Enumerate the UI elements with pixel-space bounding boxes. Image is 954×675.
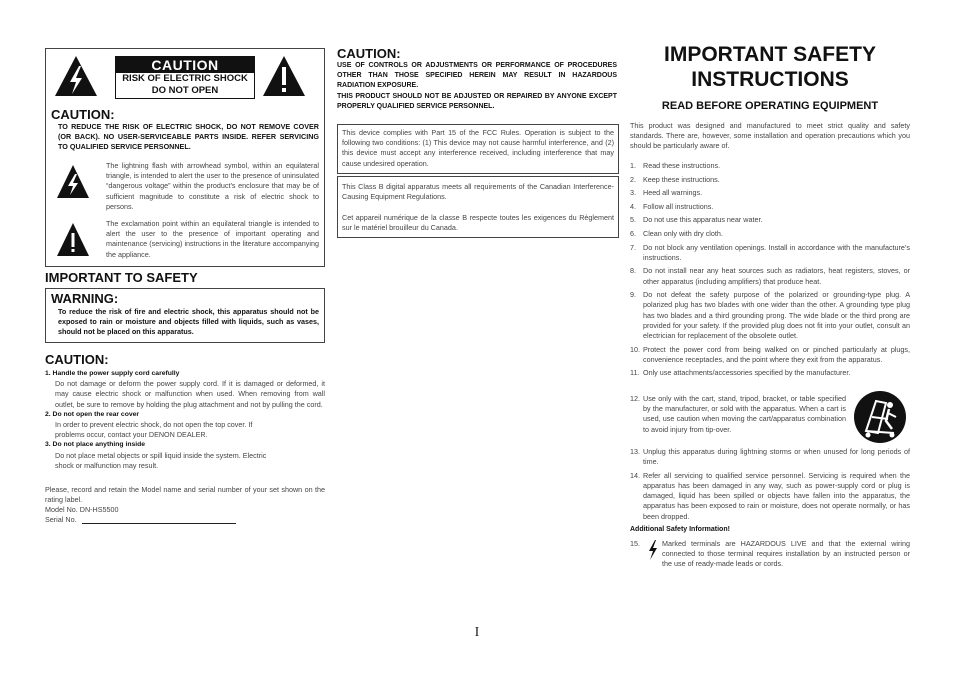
caution-banner-title: CAUTION xyxy=(116,57,254,73)
subtitle: READ BEFORE OPERATING EQUIPMENT xyxy=(661,100,879,112)
exclamation-small-icon xyxy=(56,222,90,258)
list-item: 6. Clean only with dry cloth. xyxy=(630,228,723,238)
additional-safety-heading: Additional Safety Information! xyxy=(630,526,730,533)
caution2-item-3-title: 3. Do not place anything inside xyxy=(45,441,146,449)
list-item: 9. Do not defeat the safety purpose of the polarized or grounding-type plug. A polarized plug has two blades with one wider than the other. A grounding type plug has two blades and a third grounding prong. The wide blade or the third prong are provided for your safety. If the provided plug does not fit into your outlet, consult an electrician for replacement of the obsolete outlet. xyxy=(630,290,910,340)
caution2-item-2-title: 2. Do not open the rear cover xyxy=(45,410,140,418)
list-item: 7. Do not block any ventilation openings. Install in accordance with the manufacture’s instructions. xyxy=(630,242,910,262)
list-item: 11. Only use attachments/accessories specified by the manufacturer. xyxy=(630,368,851,378)
caution2-item-3-body: Do not place metal objects or spill liquid inside the system. Electric shock or malfunction may result. xyxy=(55,450,267,470)
list-item: 8. Do not install near any heat sources such as radiators, heat registers, stoves, or other apparatus (including amplifiers) that produce heat. xyxy=(630,266,910,286)
caution-banner-sub1: RISK OF ELECTRIC SHOCK xyxy=(122,73,248,84)
canada-text-fr: Cet appareil numérique de la classe B respecte toutes les exigences du Règlement sur le matériel brouilleur du Canada. xyxy=(342,213,614,233)
serial-line xyxy=(82,523,236,524)
record-text: Please, record and retain the Model name and serial number of your set shown on the rating label. xyxy=(45,485,325,505)
title-line-2: INSTRUCTIONS xyxy=(691,68,849,91)
middle-caution-heading: CAUTION: xyxy=(337,46,401,61)
serial-label: Serial No. xyxy=(45,515,77,524)
list-item: 12. Use only with the cart, stand, tripod, bracket, or table specified by the manufacturer, or sold with the apparatus. When a cart is used, use caution when moving the cart/apparatus combination to avoid injury from tip-over. xyxy=(630,394,846,434)
lightning-explanation: The lightning flash with arrowhead symbol, within an equilateral triangle, is intended to alert the user to the presence of uninsulated “dangerous voltage” within the product’s enclosure that may be of sufficient magnitude to constitute a risk of electric shock to persons. xyxy=(106,161,319,211)
caution2-heading: CAUTION: xyxy=(45,352,109,367)
item-12 xyxy=(630,394,846,435)
hazardous-live-icon xyxy=(647,540,659,560)
lightning-small-icon xyxy=(56,164,90,200)
item-15-number: 15. xyxy=(630,539,640,548)
caution-banner-sub2: DO NOT OPEN xyxy=(151,85,219,96)
instruction-list-after xyxy=(630,447,910,522)
warning-heading: WARNING: xyxy=(51,291,119,306)
list-item: 14. Refer all servicing to qualified service personnel. Servicing is required when the apparatus has been damaged in any way, such as power-supply cord or plug is damaged, liquid has been spilled or objects have fallen into the apparatus, the apparatus has been exposed to rain or moisture, does not operate normally, or has been dropped. xyxy=(630,470,910,521)
cart-tipover-icon xyxy=(852,389,908,445)
item-15-text: Marked terminals are HAZARDOUS LIVE and that the external wiring connected to those terminal requires installation by an instructed person or the use of ready-made leads or cords. xyxy=(662,539,910,569)
caution2-item-1-body: Do not damage or deform the power supply cord. If it is damaged or deformed, it may cause electric shock or malfunction when used. When removing from wall outlet, be sure to remove by holding the plug attachment and not by pulling the cord. xyxy=(55,379,325,409)
exclamation-warning-icon xyxy=(261,54,307,98)
warning-text: To reduce the risk of fire and electric shock, this apparatus should not be exposed to rain or moisture and objects filled with liquids, such as vases, should not be placed on this apparatus. xyxy=(58,307,319,337)
intro-text: This product was designed and manufactured to meet strict quality and safety standards. There are, however, some installation and operation precautions which you should be particularly aware of. xyxy=(630,121,910,151)
page-number: I xyxy=(474,625,480,640)
canada-text-en: This Class B digital apparatus meets all requirements of the Canadian Interference-Causing Equipment Regulations. xyxy=(342,182,614,202)
caution-text: TO REDUCE THE RISK OF ELECTRIC SHOCK, DO NOT REMOVE COVER (OR BACK). NO USER-SERVICEABLE PARTS INSIDE. REFER SERVICING TO QUALIFIED SERVICE PERSONNEL. xyxy=(58,122,319,152)
caution2-item-2-body: In order to prevent electric shock, do not open the top cover. If problems occur, contact your DENON DEALER. xyxy=(55,420,253,440)
list-item: 1. Read these instructions. xyxy=(630,161,721,170)
list-item: 2. Keep these instructions. xyxy=(630,174,720,184)
caution2-item-1-title: 1. Handle the power supply cord carefully xyxy=(45,370,180,377)
caution2-list xyxy=(45,369,325,471)
instruction-list xyxy=(630,161,910,379)
title-line-1: IMPORTANT SAFETY xyxy=(664,43,876,66)
middle-caution-text-2: THIS PRODUCT SHOULD NOT BE ADJUSTED OR REPAIRED BY ANYONE EXCEPT PROPERLY QUALIFIED SERVICE PERSONNEL. xyxy=(337,93,617,111)
fcc-text: This device complies with Part 15 of the FCC Rules. Operation is subject to the following two conditions: (1) This device may not cause harmful interference, and (2) this device must accept any interference received, including interference that may cause undesired operation. xyxy=(342,128,614,168)
list-item: 4. Follow all instructions. xyxy=(630,201,714,211)
caution-banner xyxy=(115,56,255,99)
caution-heading: CAUTION: xyxy=(51,107,115,122)
middle-caution-text-1: USE OF CONTROLS OR ADJUSTMENTS OR PERFORMANCE OF PROCEDURES OTHER THAN THOSE SPECIFIED HEREIN MAY RESULT IN HAZARDOUS RADIATION EXPOSURE. xyxy=(337,62,617,90)
list-item: 10. Protect the power cord from being walked on or pinched particularly at plugs, convenience receptacles, and the point where they exit from the apparatus. xyxy=(630,344,910,364)
lightning-warning-icon xyxy=(53,54,99,98)
list-item: 13. Unplug this apparatus during lightning storms or when unused for long periods of time. xyxy=(630,447,910,467)
model-number: Model No. DN-HS5500 xyxy=(45,505,119,514)
list-item: 5. Do not use this apparatus near water. xyxy=(630,215,763,225)
exclamation-explanation: The exclamation point within an equilateral triangle is intended to alert the user to the presence of important operating and maintenance (servicing) instructions in the literature accompanying the appliance. xyxy=(106,219,319,259)
list-item: 3. Heed all warnings. xyxy=(630,188,703,198)
important-to-safety-heading: IMPORTANT TO SAFETY xyxy=(45,270,198,285)
